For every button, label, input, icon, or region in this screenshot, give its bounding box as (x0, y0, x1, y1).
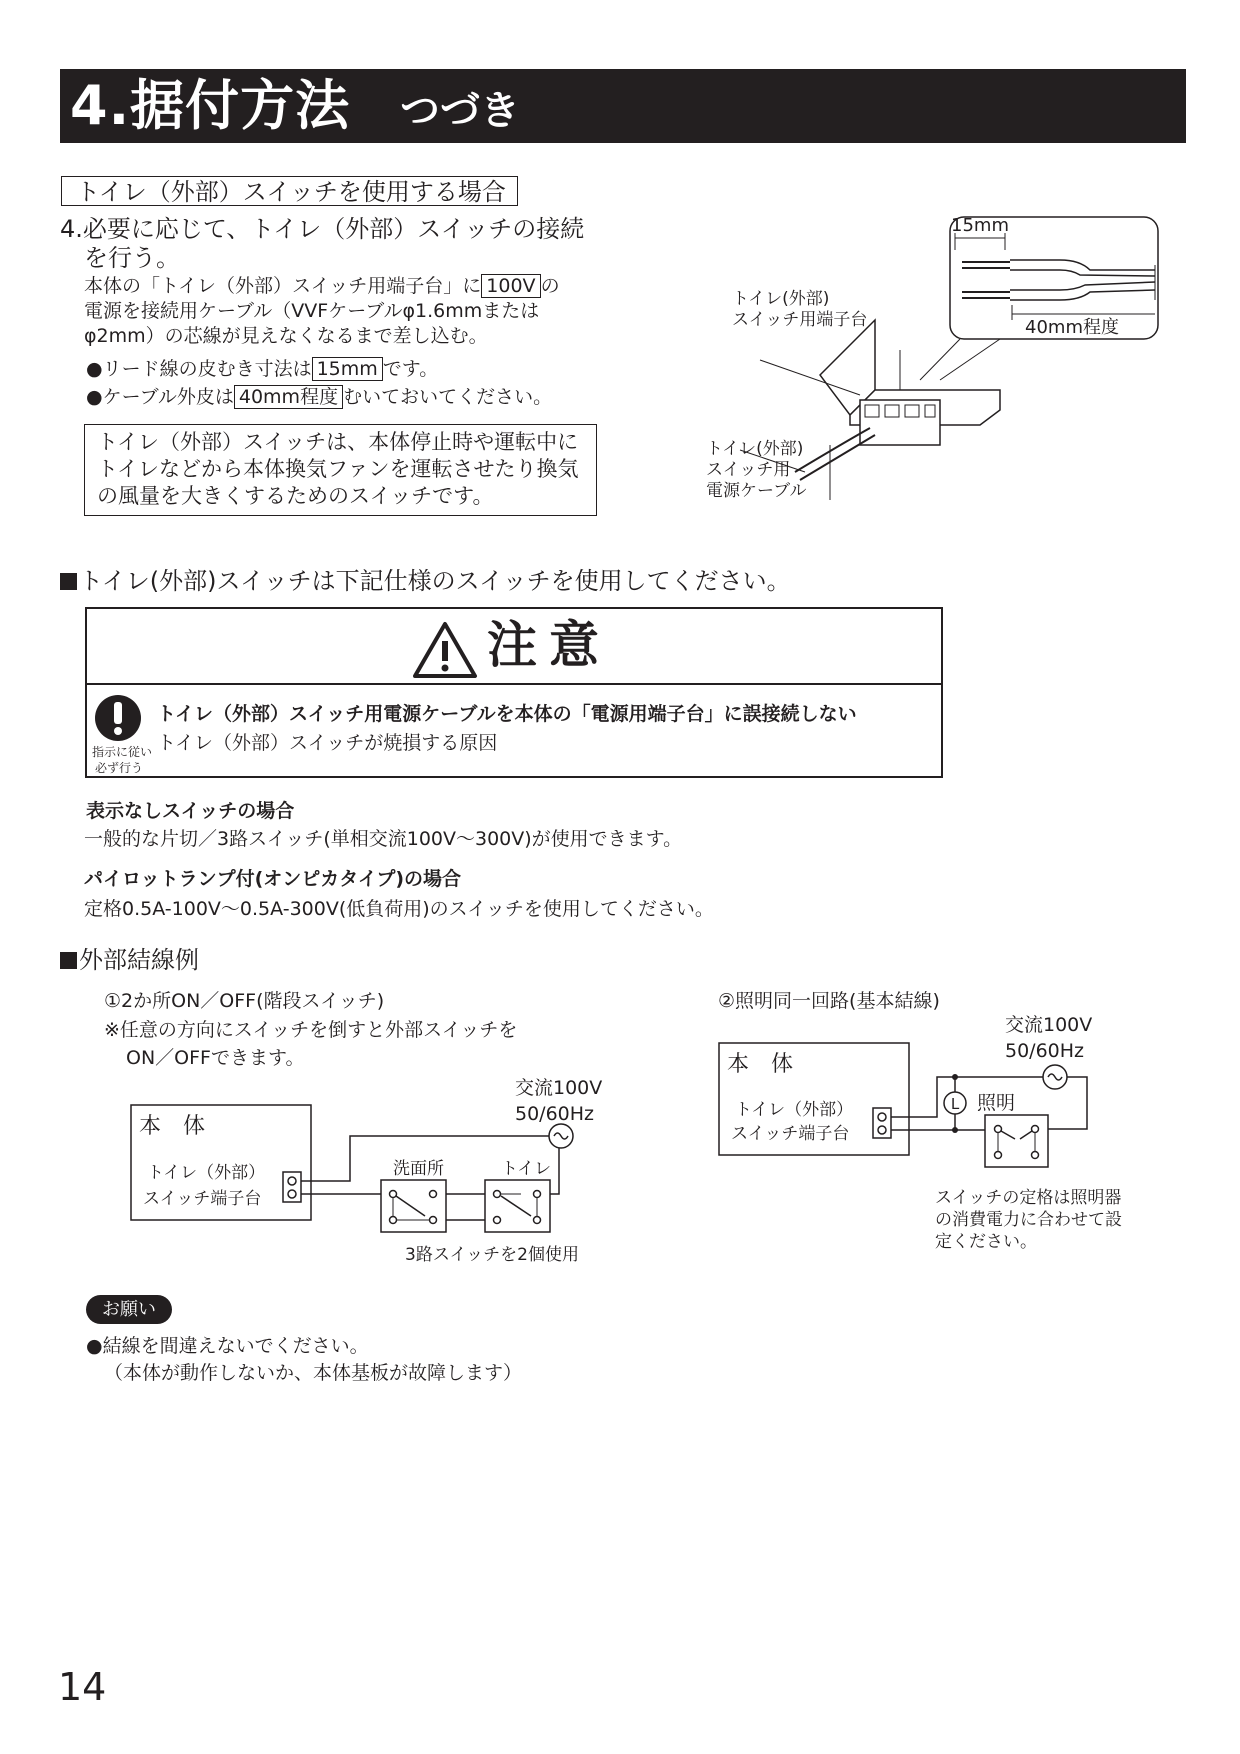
bullet-strip-length (86, 356, 438, 382)
strip-dimension-label: 15mm (951, 215, 1009, 236)
warning-triangle-icon (412, 621, 478, 679)
step-line-2: を行う。 (84, 244, 180, 272)
square-bullet-icon (60, 573, 77, 590)
terminal-block-sketch (860, 400, 940, 445)
chapter-header (60, 69, 1186, 143)
note-line-3: の風量を大きくするためのスイッチです。 (97, 484, 494, 508)
lighting-note-line-1: スイッチの定格は照明器 (935, 1188, 1122, 1208)
chapter-subtitle: つづき (400, 88, 520, 134)
terminal-label-2: スイッチ端子台 (731, 1124, 850, 1144)
terminal-label-line-2: スイッチ用端子台 (732, 310, 868, 330)
request-line-1: ●結線を間違えないでください。 (86, 1335, 369, 1357)
terminal-wiring-illustration (700, 210, 1170, 510)
toilet-switch-label: トイレ (501, 1159, 552, 1179)
bullet-2-end: むいておいてください。 (343, 386, 553, 408)
washroom-switch (381, 1180, 446, 1232)
switch-note-box (84, 424, 597, 516)
example-1-note-line-1: ※任意の方向にスイッチを倒すと外部スイッチを (104, 1019, 518, 1041)
page-number: 14 (58, 1665, 107, 1709)
note-line-2: トイレなどから本体換気ファンを運転させたり換気 (97, 457, 579, 481)
caution-title: 注意 (487, 616, 611, 674)
lighting-circuit-diagram (715, 1005, 1130, 1255)
strip-length-badge: 15mm (312, 357, 383, 381)
terminal-label-2: スイッチ端子台 (143, 1189, 262, 1209)
power-label-2: 50/60Hz (515, 1103, 595, 1125)
icon-caption-line-2: 必ず行う (95, 761, 144, 775)
icon-caption-line-1: 指示に従い (92, 745, 153, 759)
lamp-label: 照明 (977, 1092, 1016, 1114)
cable-label-line-2: スイッチ用 (706, 460, 791, 480)
washroom-switch-label: 洗面所 (393, 1159, 444, 1179)
power-label-2: 50/60Hz (1005, 1040, 1085, 1062)
caution-main-text: トイレ（外部）スイッチ用電源ケーブルを本体の「電源用端子台」に誤接続しない (157, 703, 857, 725)
note-line-1: トイレ（外部）スイッチは、本体停止時や運転中に (97, 430, 579, 454)
request-line-2: （本体が動作しないか、本体基板が故障します） (104, 1362, 523, 1384)
lamp-symbol: L (950, 1095, 960, 1113)
example-1-note-line-2: ON／OFFできます。 (126, 1047, 305, 1069)
lighting-switch (985, 1115, 1048, 1167)
chapter-title: 4.据付方法 (70, 74, 351, 137)
caution-header (87, 609, 941, 685)
power-label-1: 交流100V (515, 1077, 603, 1099)
terminal-label-1: トイレ（外部） (735, 1100, 854, 1120)
example-2-title: ②照明同一回路(基本結線) (718, 990, 940, 1012)
bullet-1-text: ●リード線の皮むき寸法は (86, 358, 312, 380)
mandatory-icon-caption (92, 744, 152, 776)
voltage-badge: 100V (481, 274, 540, 298)
section-box-title: トイレ（外部）スイッチを使用する場合 (61, 176, 518, 206)
plain-switch-text: 一般的な片切／3路スイッチ(単相交流100V～300V)が使用できます。 (84, 828, 683, 850)
two-way-switch-diagram (125, 1070, 630, 1270)
bullet-sheath-length (86, 384, 552, 410)
bullet-2-text: ●ケーブル外皮は (86, 386, 234, 408)
caution-box (85, 607, 943, 778)
unit-body-label: 本 体 (139, 1114, 206, 1139)
pilot-lamp-title: パイロットランプ付(オンピカタイプ)の場合 (84, 868, 462, 890)
pilot-lamp-text: 定格0.5A-100V～0.5A-300V(低負荷用)のスイッチを使用してください。 (84, 898, 714, 920)
toilet-switch (485, 1180, 550, 1232)
bullet-1-end: です。 (382, 358, 439, 380)
square-bullet-icon (60, 952, 77, 969)
sheath-length-badge: 40mm程度 (234, 385, 343, 409)
terminal-label-1: トイレ（外部） (147, 1163, 266, 1183)
example-1-title: ①2か所ON／OFF(階段スイッチ) (104, 990, 385, 1012)
request-badge: お願い (86, 1295, 172, 1324)
cable-label-line-3: 電源ケーブル (706, 481, 807, 501)
body-line-3: φ2mm）の芯線が見えなくなるまで差し込む。 (84, 325, 488, 347)
sheath-dimension-label: 40mm程度 (1025, 317, 1119, 338)
lighting-note-line-2: の消費電力に合わせて設 (935, 1210, 1122, 1230)
body-line-1 (84, 273, 560, 299)
spec-heading (60, 566, 791, 596)
body-line-1-end: の (540, 275, 560, 297)
cable-label-line-1: トイレ(外部) (706, 439, 804, 459)
lighting-note-line-3: 定ください。 (935, 1232, 1037, 1252)
mandatory-action-icon (94, 694, 142, 742)
body-line-2: 電源を接続用ケーブル（VVFケーブルφ1.6mmまたは (84, 300, 540, 322)
wiring-heading (60, 945, 199, 975)
plain-switch-title: 表示なしスイッチの場合 (86, 800, 295, 822)
power-label-1: 交流100V (1005, 1014, 1093, 1036)
caution-sub-text: トイレ（外部）スイッチが焼損する原因 (157, 732, 498, 754)
spec-heading-text: トイレ(外部)スイッチは下記仕様のスイッチを使用してください。 (79, 567, 791, 595)
terminal-label-line-1: トイレ(外部) (732, 289, 830, 309)
wiring-heading-text: 外部結線例 (79, 946, 199, 974)
step-line-1: 4.必要に応じて、トイレ（外部）スイッチの接続 (60, 215, 585, 243)
switch-caption: 3路スイッチを2個使用 (405, 1245, 579, 1265)
unit-body-label: 本 体 (727, 1052, 794, 1077)
body-line-1-start: 本体の「トイレ（外部）スイッチ用端子台」に (84, 275, 482, 297)
